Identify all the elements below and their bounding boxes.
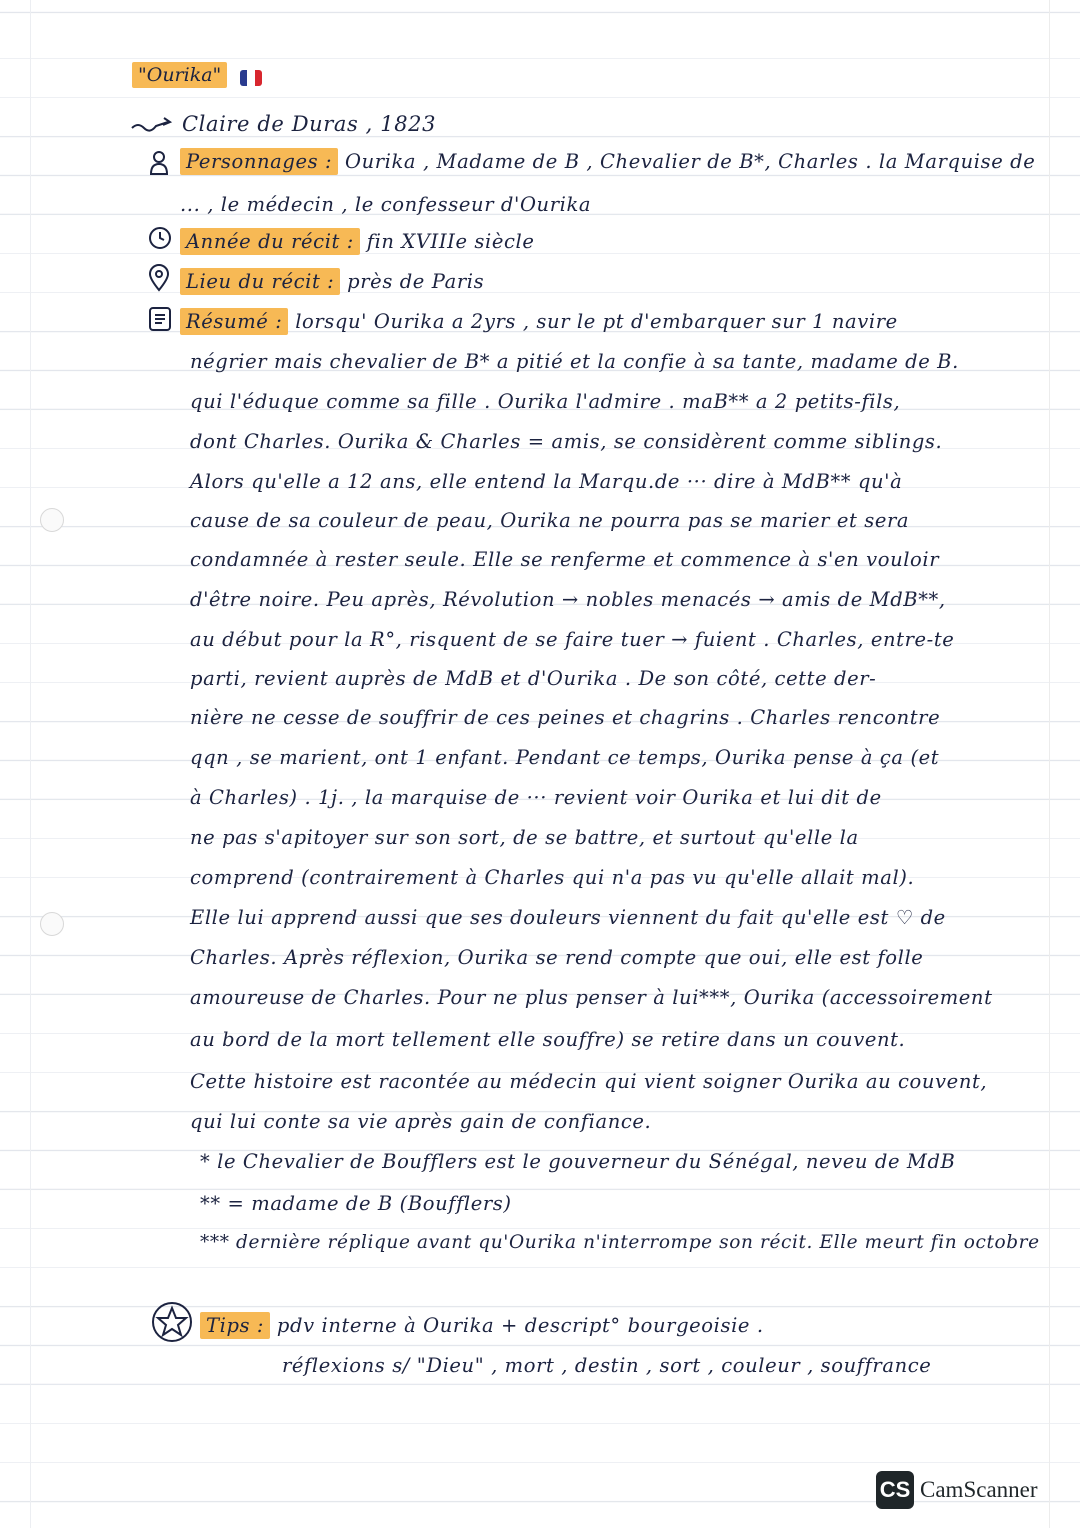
resume-first-line: lorsqu' Ourika a 2yrs , sur le pt d'embarquer sur 1 navire [295,310,898,333]
footnote: ** = madame de B (Boufflers) [200,1192,512,1215]
resume-line: d'être noire. Peu après, Révolution → nobles menacés → amis de MdB**, [190,588,946,611]
cs-logo-mark: CS [876,1471,914,1509]
resume-line: dont Charles. Ourika & Charles = amis, se considèrent comme siblings. [190,430,943,453]
camscanner-logo [876,1471,1038,1509]
title-text: "Ourika" [132,62,227,88]
author-line: Claire de Duras , 1823 [182,112,437,136]
resume-line: qui lui conte sa vie après gain de confiance. [190,1110,652,1133]
resume-line: négrier mais chevalier de B* a pitié et la confie à sa tante, madame de B. [190,350,959,373]
resume-line: à Charles) . 1j. , la marquise de ··· revient voir Ourika et lui dit de [190,786,882,809]
cs-logo-text: CamScanner [920,1477,1038,1502]
margin-line [30,0,31,1528]
resume-line: Alors qu'elle a 12 ans, elle entend la Marqu.de ··· dire à MdB** qu'à [190,470,903,493]
resume-line: qqn , se marient, ont 1 enfant. Pendant ce temps, Ourika pense à ça (et [190,746,940,769]
resume-line: condamnée à rester seule. Elle se renferme et commence à s'en vouloir [190,548,940,571]
resume-line: parti, revient auprès de MdB et d'Ourika . De son côté, cette der- [190,667,877,690]
tips-line2: réflexions s/ "Dieu" , mort , destin , sort , couleur , souffrance [282,1354,932,1377]
document-title [132,64,227,86]
resume-line: au début pour la R°, risquent de se faire tuer → fuient . Charles, entre-te [190,628,955,651]
footnote: *** dernière réplique avant qu'Ourika n'interrompe son récit. Elle meurt fin octobre [200,1232,1040,1253]
tips-line1: pdv interne à Ourika + descript° bourgeoisie . [276,1314,764,1337]
resume-label: Résumé : [180,308,288,335]
annee-label: Année du récit : [180,228,360,255]
punch-hole [40,912,64,936]
flag-blue [240,70,247,86]
annee-row [180,230,534,253]
resume-line: Charles. Après réflexion, Ourika se rend compte que oui, elle est folle [190,946,924,969]
flag-white [247,70,254,86]
squiggle-arrow-icon [130,112,176,134]
personnages-line1: Ourika , Madame de B , Chevalier de B*, Charles . la Marquise de [345,150,1036,173]
resume-line: nière ne cesse de souffrir de ces peines et chagrins . Charles rencontre [190,706,941,729]
resume-line: ne pas s'apitoyer sur son sort, de se battre, et surtout qu'elle la [190,826,859,849]
resume-line: cause de sa couleur de peau, Ourika ne pourra pas se marier et sera [190,509,910,532]
clock-icon [148,226,172,250]
resume-row [180,310,898,333]
lieu-value: près de Paris [347,270,485,293]
punch-hole [40,508,64,532]
resume-line: comprend (contrairement à Charles qui n'a pas vu qu'elle allait mal). [190,866,915,889]
personnages-line2: ... , le médecin , le confesseur d'Ourika [180,193,592,216]
resume-line: au bord de la mort tellement elle souffre) se retire dans un couvent. [190,1028,906,1051]
location-pin-icon [148,264,170,292]
footnote: * le Chevalier de Boufflers est le gouverneur du Sénégal, neveu de MdB [200,1150,956,1173]
personnages-label: Personnages : [180,148,338,175]
lieu-label: Lieu du récit : [180,268,340,295]
star-icon [150,1300,194,1344]
annee-value: fin XVIIIe siècle [366,230,535,253]
flag-red [255,70,262,86]
tips-label: Tips : [200,1312,270,1339]
resume-line: Elle lui apprend aussi que ses douleurs viennent du fait qu'elle est ♡ de [190,906,946,929]
resume-line: Cette histoire est racontée au médecin qui vient soigner Ourika au couvent, [190,1070,988,1093]
page-edge [1049,0,1050,1528]
tips-row [200,1314,764,1337]
resume-line: amoureuse de Charles. Pour ne plus penser à lui***, Ourika (accessoirement [190,986,993,1009]
document-icon [148,306,172,332]
person-icon [148,150,170,176]
personnages-row [180,150,1035,173]
resume-line: qui l'éduque comme sa fille . Ourika l'admire . maB** a 2 petits-fils, [190,390,901,413]
french-flag-icon [240,70,262,86]
lieu-row [180,270,484,293]
